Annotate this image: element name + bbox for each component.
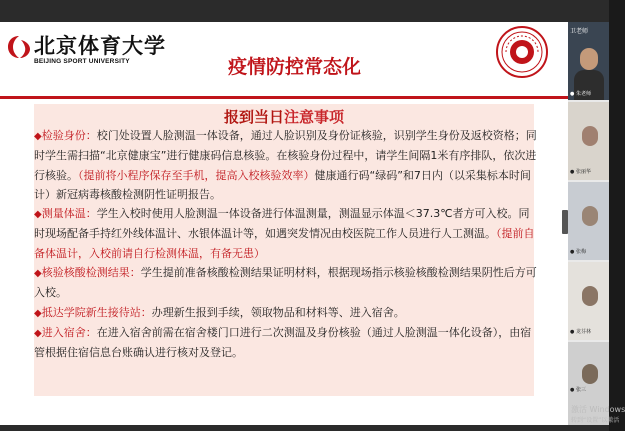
participant-name: ● 张丽华 — [570, 169, 591, 175]
notice-list — [34, 126, 538, 363]
participant-face-icon — [582, 364, 598, 384]
item-text: 健康通行码“绿码”和7日内（以采集标本时间计）新冠病毒核酸检测阴性证明报告。 — [34, 168, 531, 201]
diamond-bullet-icon: ◆ — [34, 327, 42, 339]
item-text: 学生入校时使用人脸测温一体设备进行体温测量，测温显示体温＜37.3℃者方可入校。同时现场配备手持红外线体温计、水银体温计等，如遇突发情况由校医院工作人员进行人工测温。 — [34, 207, 530, 241]
list-item — [34, 263, 538, 303]
participant-video-strip — [568, 22, 609, 425]
university-seal-icon — [496, 26, 548, 78]
windows-activation-watermark — [571, 404, 625, 424]
list-item — [34, 204, 538, 263]
item-label: 抵达学院新生接待站： — [41, 305, 152, 319]
participant-name: ● 龙芬林 — [570, 329, 591, 335]
video-tile[interactable] — [568, 102, 609, 180]
item-label: 核验核酸检测结果： — [41, 266, 141, 280]
diamond-bullet-icon: ◆ — [34, 307, 42, 319]
item-text: 在进入宿舍前需在宿舍楼门口进行二次测温及身份核验（通过人脸测温一体化设备），由宿管根据住宿信息台账确认进行核对及登记。 — [34, 325, 532, 360]
item-text: 学生提前准备核酸检测结果证明材料，根据现场指示核验核酸检测结果阴性后方可入校。 — [34, 266, 537, 300]
diamond-bullet-icon: ◆ — [34, 131, 42, 142]
logo-chinese-name: 北京体育大学 — [34, 33, 166, 58]
participant-name: ● 张三 — [570, 387, 586, 393]
video-tile[interactable] — [568, 182, 609, 260]
list-item — [34, 126, 538, 204]
item-text: 校门处设置人脸测温一体设备，通过人脸识别及身份证核验，识别学生身份及返校资格；同时学生需扫描“北京健康宝”进行健康码信息核验。在核验身份过程中，请学生间隔1米有序排队，依次进行核验。 — [34, 129, 537, 182]
panel-heading-part2: 注意事项 — [284, 108, 345, 126]
presentation-slide — [0, 22, 568, 425]
panel-heading — [34, 106, 534, 127]
diamond-bullet-icon: ◆ — [34, 268, 42, 280]
list-item — [34, 323, 538, 363]
watermark-line2: 转到“设置”以激活 — [571, 417, 620, 424]
window-bottom-bar — [0, 425, 609, 431]
item-label: 测量体温： — [41, 207, 97, 221]
item-tip: （提前自备体温计，入校前请自行检测体温，有备无患） — [34, 227, 535, 260]
slide-title: 疫情防控常态化 — [228, 56, 362, 78]
title-divider — [0, 96, 568, 99]
item-label: 进入宿舍： — [41, 325, 97, 339]
window-top-bar — [0, 0, 609, 22]
university-logo-icon — [6, 34, 32, 60]
video-tile[interactable] — [568, 262, 609, 340]
item-tip: （提前将小程序保存至手机，提高入校核验效率） — [78, 168, 315, 182]
item-label: 检验身份： — [41, 129, 97, 142]
list-item — [34, 303, 538, 323]
participant-face-icon — [582, 206, 598, 226]
panel-heading-part1: 报到当日 — [223, 108, 284, 126]
watermark-line1: 激活 Windows — [571, 405, 625, 414]
participant-name: ● 张梅 — [570, 249, 586, 255]
item-text: 办理新生报到手续，领取物品和材料等、进入宿舍。 — [151, 305, 405, 319]
video-top-label: 卫老师 — [570, 28, 589, 35]
participant-name: ● 朱老师 — [570, 91, 591, 97]
participant-face-icon — [582, 286, 598, 306]
participant-face-icon — [580, 48, 598, 70]
logo-english-name: BEIJING SPORT UNIVERSITY — [34, 58, 130, 65]
participant-face-icon — [582, 126, 598, 146]
video-tile[interactable] — [568, 22, 609, 100]
diamond-bullet-icon: ◆ — [34, 209, 42, 221]
